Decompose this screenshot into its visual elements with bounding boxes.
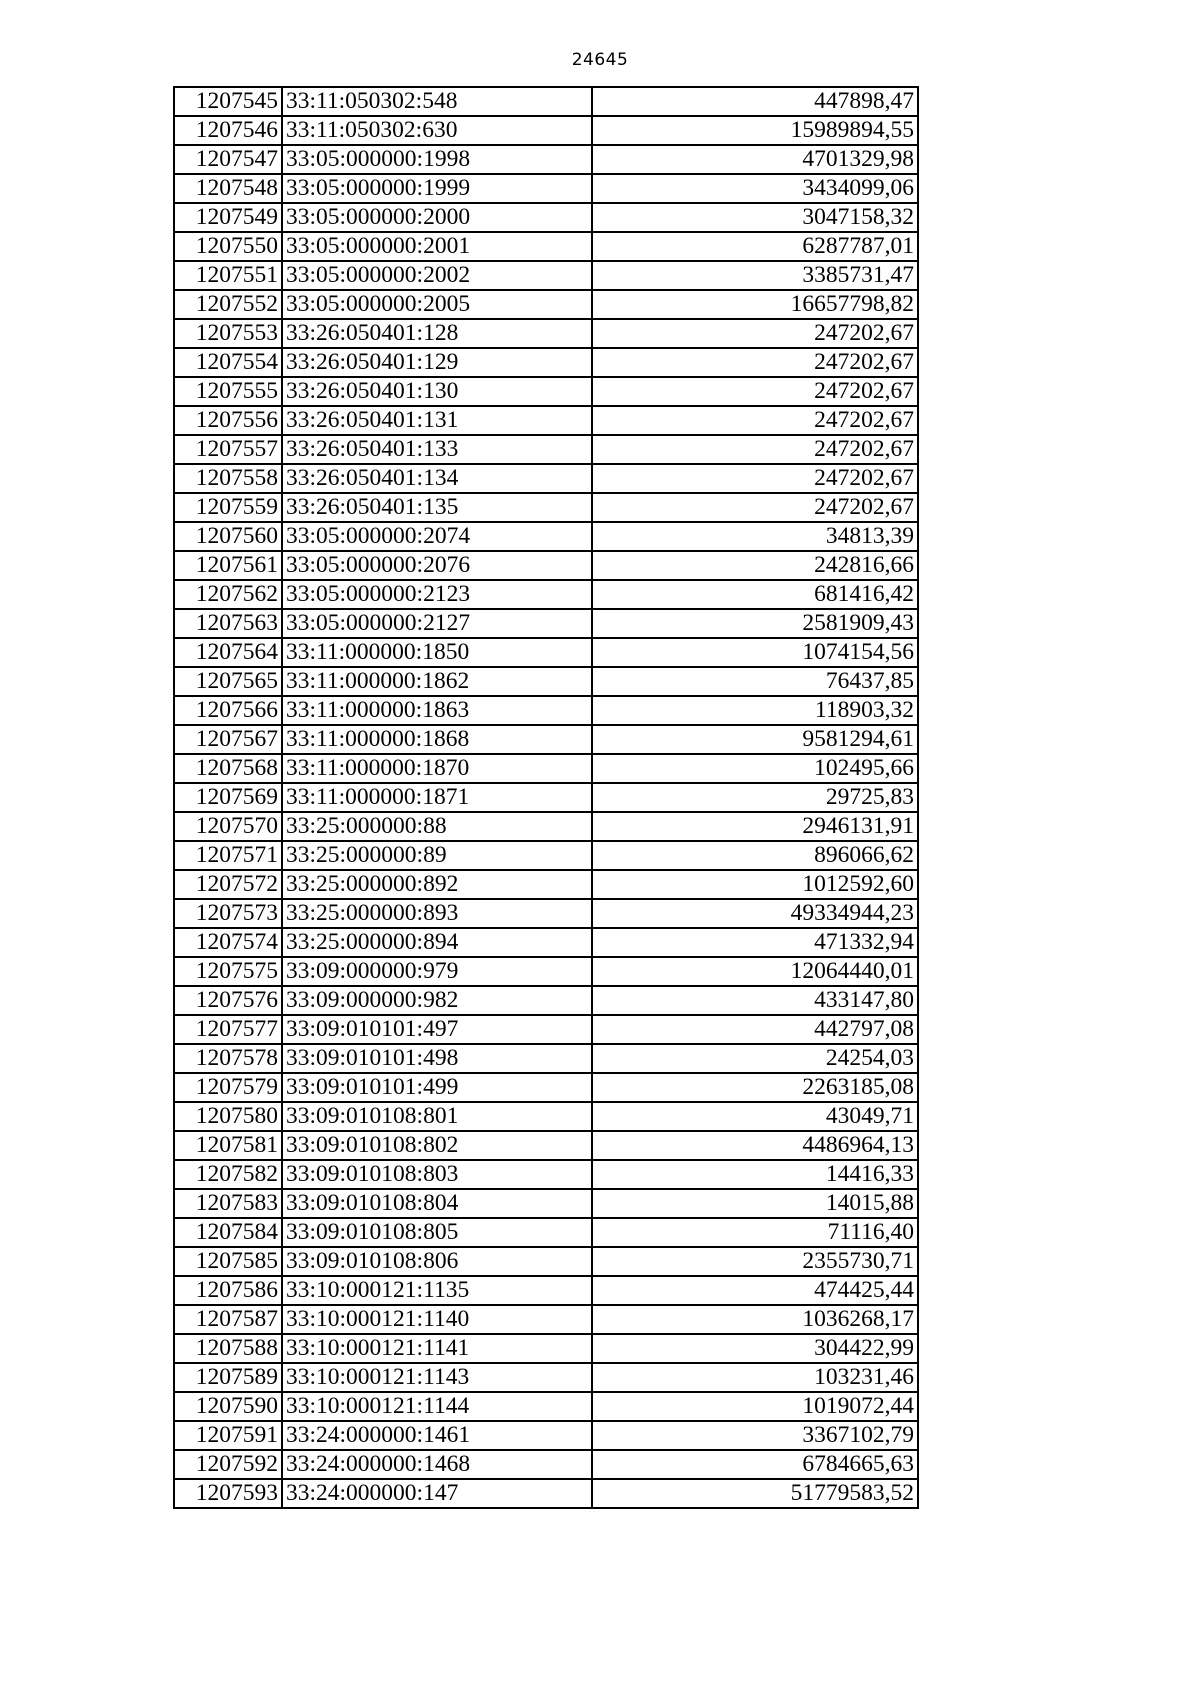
cadastral-value-cell: 447898,47 <box>592 87 918 116</box>
table-row <box>174 1392 918 1421</box>
table-row <box>174 348 918 377</box>
row-id-cell: 1207587 <box>174 1305 282 1334</box>
table-row <box>174 1160 918 1189</box>
cadastral-number-cell: 33:05:000000:2076 <box>282 551 592 580</box>
table-row <box>174 812 918 841</box>
cadastral-number-cell: 33:11:000000:1863 <box>282 696 592 725</box>
table-row <box>174 725 918 754</box>
cadastral-value-cell: 681416,42 <box>592 580 918 609</box>
cadastral-value-cell: 247202,67 <box>592 435 918 464</box>
table-row <box>174 986 918 1015</box>
cadastral-value-cell: 304422,99 <box>592 1334 918 1363</box>
cadastral-value-cell: 896066,62 <box>592 841 918 870</box>
cadastral-number-cell: 33:11:000000:1862 <box>282 667 592 696</box>
cadastral-number-cell: 33:09:010101:498 <box>282 1044 592 1073</box>
cadastral-number-cell: 33:11:000000:1868 <box>282 725 592 754</box>
cadastral-value-cell: 16657798,82 <box>592 290 918 319</box>
cadastral-value-cell: 76437,85 <box>592 667 918 696</box>
cadastral-value-cell: 1074154,56 <box>592 638 918 667</box>
row-id-cell: 1207551 <box>174 261 282 290</box>
table-row <box>174 667 918 696</box>
row-id-cell: 1207546 <box>174 116 282 145</box>
table-row <box>174 580 918 609</box>
row-id-cell: 1207568 <box>174 754 282 783</box>
row-id-cell: 1207581 <box>174 1131 282 1160</box>
table-row <box>174 493 918 522</box>
cadastral-number-cell: 33:05:000000:1999 <box>282 174 592 203</box>
table-row <box>174 1247 918 1276</box>
table-row <box>174 377 918 406</box>
cadastral-number-cell: 33:11:000000:1871 <box>282 783 592 812</box>
cadastral-number-cell: 33:05:000000:2002 <box>282 261 592 290</box>
table-row <box>174 435 918 464</box>
cadastral-value-cell: 102495,66 <box>592 754 918 783</box>
page-number: 24645 <box>571 50 629 70</box>
cadastral-value-cell: 2581909,43 <box>592 609 918 638</box>
row-id-cell: 1207561 <box>174 551 282 580</box>
cadastral-value-cell: 29725,83 <box>592 783 918 812</box>
row-id-cell: 1207573 <box>174 899 282 928</box>
row-id-cell: 1207577 <box>174 1015 282 1044</box>
table-row <box>174 754 918 783</box>
row-id-cell: 1207554 <box>174 348 282 377</box>
row-id-cell: 1207545 <box>174 87 282 116</box>
cadastral-number-cell: 33:09:000000:982 <box>282 986 592 1015</box>
cadastral-value-cell: 474425,44 <box>592 1276 918 1305</box>
row-id-cell: 1207585 <box>174 1247 282 1276</box>
cadastral-number-cell: 33:10:000121:1143 <box>282 1363 592 1392</box>
cadastral-value-cell: 6287787,01 <box>592 232 918 261</box>
cadastral-number-cell: 33:05:000000:2074 <box>282 522 592 551</box>
row-id-cell: 1207564 <box>174 638 282 667</box>
cadastral-number-cell: 33:09:010108:803 <box>282 1160 592 1189</box>
table-row <box>174 522 918 551</box>
row-id-cell: 1207569 <box>174 783 282 812</box>
cadastral-value-cell: 2355730,71 <box>592 1247 918 1276</box>
row-id-cell: 1207566 <box>174 696 282 725</box>
cadastral-number-cell: 33:25:000000:893 <box>282 899 592 928</box>
table-row <box>174 203 918 232</box>
cadastral-number-cell: 33:11:050302:630 <box>282 116 592 145</box>
cadastral-value-cell: 247202,67 <box>592 348 918 377</box>
table-row <box>174 174 918 203</box>
row-id-cell: 1207578 <box>174 1044 282 1073</box>
row-id-cell: 1207557 <box>174 435 282 464</box>
row-id-cell: 1207563 <box>174 609 282 638</box>
row-id-cell: 1207549 <box>174 203 282 232</box>
row-id-cell: 1207592 <box>174 1450 282 1479</box>
cadastral-number-cell: 33:26:050401:129 <box>282 348 592 377</box>
cadastral-number-cell: 33:10:000121:1144 <box>282 1392 592 1421</box>
cadastral-value-cell: 71116,40 <box>592 1218 918 1247</box>
cadastral-value-cell: 247202,67 <box>592 464 918 493</box>
row-id-cell: 1207565 <box>174 667 282 696</box>
cadastral-number-cell: 33:11:000000:1870 <box>282 754 592 783</box>
table-row <box>174 145 918 174</box>
table-row <box>174 638 918 667</box>
row-id-cell: 1207567 <box>174 725 282 754</box>
row-id-cell: 1207552 <box>174 290 282 319</box>
cadastral-number-cell: 33:11:050302:548 <box>282 87 592 116</box>
cadastral-value-cell: 247202,67 <box>592 406 918 435</box>
table-row <box>174 1479 918 1508</box>
row-id-cell: 1207593 <box>174 1479 282 1508</box>
row-id-cell: 1207576 <box>174 986 282 1015</box>
cadastral-value-cell: 51779583,52 <box>592 1479 918 1508</box>
table-row <box>174 1102 918 1131</box>
cadastral-value-table <box>173 86 919 1509</box>
table-row <box>174 841 918 870</box>
table-row <box>174 261 918 290</box>
cadastral-number-cell: 33:05:000000:2001 <box>282 232 592 261</box>
row-id-cell: 1207574 <box>174 928 282 957</box>
table-row <box>174 696 918 725</box>
cadastral-value-cell: 3047158,32 <box>592 203 918 232</box>
table-body <box>174 87 918 1508</box>
cadastral-value-cell: 15989894,55 <box>592 116 918 145</box>
row-id-cell: 1207588 <box>174 1334 282 1363</box>
cadastral-value-cell: 247202,67 <box>592 377 918 406</box>
cadastral-value-cell: 442797,08 <box>592 1015 918 1044</box>
cadastral-number-cell: 33:26:050401:128 <box>282 319 592 348</box>
table-row <box>174 1276 918 1305</box>
table-row <box>174 1450 918 1479</box>
cadastral-value-cell: 34813,39 <box>592 522 918 551</box>
row-id-cell: 1207570 <box>174 812 282 841</box>
cadastral-number-cell: 33:05:000000:2127 <box>282 609 592 638</box>
cadastral-number-cell: 33:24:000000:147 <box>282 1479 592 1508</box>
cadastral-value-cell: 242816,66 <box>592 551 918 580</box>
table-row <box>174 290 918 319</box>
cadastral-number-cell: 33:09:010108:806 <box>282 1247 592 1276</box>
table-row <box>174 1073 918 1102</box>
cadastral-value-cell: 12064440,01 <box>592 957 918 986</box>
cadastral-number-cell: 33:11:000000:1850 <box>282 638 592 667</box>
cadastral-value-cell: 9581294,61 <box>592 725 918 754</box>
row-id-cell: 1207550 <box>174 232 282 261</box>
row-id-cell: 1207589 <box>174 1363 282 1392</box>
cadastral-number-cell: 33:05:000000:2000 <box>282 203 592 232</box>
cadastral-number-cell: 33:24:000000:1461 <box>282 1421 592 1450</box>
row-id-cell: 1207548 <box>174 174 282 203</box>
cadastral-value-cell: 14015,88 <box>592 1189 918 1218</box>
row-id-cell: 1207591 <box>174 1421 282 1450</box>
row-id-cell: 1207553 <box>174 319 282 348</box>
table-row <box>174 232 918 261</box>
table-row <box>174 87 918 116</box>
cadastral-value-cell: 3385731,47 <box>592 261 918 290</box>
row-id-cell: 1207559 <box>174 493 282 522</box>
row-id-cell: 1207562 <box>174 580 282 609</box>
table-row <box>174 609 918 638</box>
cadastral-value-cell: 247202,67 <box>592 493 918 522</box>
cadastral-number-cell: 33:09:010108:804 <box>282 1189 592 1218</box>
cadastral-value-cell: 1019072,44 <box>592 1392 918 1421</box>
cadastral-number-cell: 33:09:010108:805 <box>282 1218 592 1247</box>
row-id-cell: 1207580 <box>174 1102 282 1131</box>
row-id-cell: 1207590 <box>174 1392 282 1421</box>
table-row <box>174 899 918 928</box>
cadastral-number-cell: 33:10:000121:1140 <box>282 1305 592 1334</box>
row-id-cell: 1207582 <box>174 1160 282 1189</box>
table-row <box>174 1421 918 1450</box>
table-row <box>174 783 918 812</box>
cadastral-number-cell: 33:26:050401:135 <box>282 493 592 522</box>
cadastral-number-cell: 33:25:000000:894 <box>282 928 592 957</box>
cadastral-number-cell: 33:09:010108:802 <box>282 1131 592 1160</box>
cadastral-number-cell: 33:25:000000:892 <box>282 870 592 899</box>
table-row <box>174 1189 918 1218</box>
table-row <box>174 928 918 957</box>
table-row <box>174 1044 918 1073</box>
cadastral-value-cell: 14416,33 <box>592 1160 918 1189</box>
cadastral-number-cell: 33:24:000000:1468 <box>282 1450 592 1479</box>
row-id-cell: 1207583 <box>174 1189 282 1218</box>
cadastral-number-cell: 33:25:000000:89 <box>282 841 592 870</box>
cadastral-number-cell: 33:05:000000:1998 <box>282 145 592 174</box>
table-row <box>174 116 918 145</box>
cadastral-number-cell: 33:05:000000:2005 <box>282 290 592 319</box>
cadastral-value-cell: 2263185,08 <box>592 1073 918 1102</box>
cadastral-value-cell: 4701329,98 <box>592 145 918 174</box>
row-id-cell: 1207555 <box>174 377 282 406</box>
cadastral-value-cell: 433147,80 <box>592 986 918 1015</box>
cadastral-value-cell: 471332,94 <box>592 928 918 957</box>
cadastral-number-cell: 33:26:050401:131 <box>282 406 592 435</box>
cadastral-value-cell: 49334944,23 <box>592 899 918 928</box>
row-id-cell: 1207572 <box>174 870 282 899</box>
cadastral-value-cell: 2946131,91 <box>592 812 918 841</box>
row-id-cell: 1207575 <box>174 957 282 986</box>
table-row <box>174 870 918 899</box>
table-row <box>174 1218 918 1247</box>
row-id-cell: 1207584 <box>174 1218 282 1247</box>
cadastral-number-cell: 33:26:050401:134 <box>282 464 592 493</box>
table-row <box>174 464 918 493</box>
row-id-cell: 1207586 <box>174 1276 282 1305</box>
row-id-cell: 1207547 <box>174 145 282 174</box>
cadastral-number-cell: 33:09:010101:497 <box>282 1015 592 1044</box>
table-row <box>174 1334 918 1363</box>
cadastral-value-cell: 3367102,79 <box>592 1421 918 1450</box>
cadastral-number-cell: 33:05:000000:2123 <box>282 580 592 609</box>
cadastral-value-cell: 103231,46 <box>592 1363 918 1392</box>
row-id-cell: 1207556 <box>174 406 282 435</box>
cadastral-number-cell: 33:25:000000:88 <box>282 812 592 841</box>
table-row <box>174 551 918 580</box>
cadastral-value-cell: 6784665,63 <box>592 1450 918 1479</box>
cadastral-number-cell: 33:09:010108:801 <box>282 1102 592 1131</box>
cadastral-number-cell: 33:09:010101:499 <box>282 1073 592 1102</box>
table-row <box>174 1363 918 1392</box>
cadastral-value-cell: 118903,32 <box>592 696 918 725</box>
table-row <box>174 1305 918 1334</box>
cadastral-number-cell: 33:09:000000:979 <box>282 957 592 986</box>
cadastral-value-cell: 247202,67 <box>592 319 918 348</box>
cadastral-value-cell: 4486964,13 <box>592 1131 918 1160</box>
row-id-cell: 1207558 <box>174 464 282 493</box>
cadastral-number-cell: 33:26:050401:133 <box>282 435 592 464</box>
cadastral-number-cell: 33:10:000121:1135 <box>282 1276 592 1305</box>
row-id-cell: 1207579 <box>174 1073 282 1102</box>
cadastral-value-cell: 3434099,06 <box>592 174 918 203</box>
table-row <box>174 1131 918 1160</box>
cadastral-value-cell: 1036268,17 <box>592 1305 918 1334</box>
table-row <box>174 1015 918 1044</box>
cadastral-number-cell: 33:26:050401:130 <box>282 377 592 406</box>
row-id-cell: 1207571 <box>174 841 282 870</box>
row-id-cell: 1207560 <box>174 522 282 551</box>
cadastral-value-cell: 24254,03 <box>592 1044 918 1073</box>
table-row <box>174 406 918 435</box>
table-row <box>174 957 918 986</box>
table-row <box>174 319 918 348</box>
cadastral-value-cell: 43049,71 <box>592 1102 918 1131</box>
cadastral-value-cell: 1012592,60 <box>592 870 918 899</box>
cadastral-number-cell: 33:10:000121:1141 <box>282 1334 592 1363</box>
